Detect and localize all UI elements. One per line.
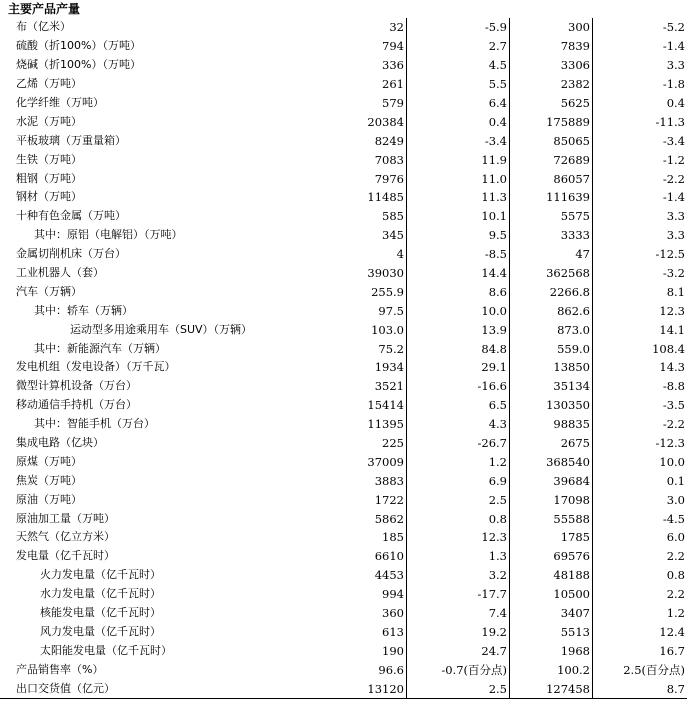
cumulative-output-cell: 1785 (510, 528, 593, 547)
cumulative-output-cell: 130350 (510, 396, 593, 415)
current-month-output-cell: 190 (316, 641, 407, 660)
table-row (0, 18, 687, 37)
table-row (0, 604, 687, 623)
cumulative-output-cell: 35134 (510, 377, 593, 396)
current-month-growth-cell: 11.0 (407, 169, 510, 188)
cumulative-growth-cell: 108.4 (652, 341, 685, 356)
current-month-output-cell: 96.6 (316, 660, 407, 679)
cumulative-output-cell: 69576 (510, 547, 593, 566)
current-month-growth-cell: 0.4 (407, 112, 510, 131)
current-month-growth-cell: 11.9 (407, 150, 510, 169)
table-row (0, 94, 687, 113)
product-name-cell: 水力发电量（亿千瓦时） (40, 587, 161, 601)
table-row (0, 112, 687, 131)
current-month-growth-cell: 3.2 (407, 566, 510, 585)
cumulative-output-cell: 862.6 (510, 301, 593, 320)
cumulative-growth-cell: 6.0 (666, 530, 685, 545)
product-name-cell: 产品销售率（%） (16, 662, 104, 676)
product-name-cell: 出口交货值（亿元） (0, 679, 316, 698)
current-month-growth-cell: -26.7 (407, 434, 510, 453)
table-row (0, 641, 687, 660)
cumulative-growth-cell: -5.2 (662, 20, 685, 35)
current-month-output-cell: 103.0 (316, 320, 407, 339)
current-month-output-cell: 6610 (316, 547, 407, 566)
current-month-output-cell: 4453 (316, 566, 407, 585)
product-name-cell: 集成电路（亿块） (16, 436, 104, 450)
cumulative-output-cell: 3333 (510, 226, 593, 245)
product-name-cell: 生铁（万吨） (16, 152, 82, 166)
table-row (0, 188, 687, 207)
product-name-cell: 其中：轿车（万辆） (34, 303, 133, 317)
product-name-cell: 烧碱（折100%）（万吨） (16, 58, 141, 72)
current-month-output-cell: 39030 (316, 264, 407, 283)
product-name-cell: 十种有色金属（万吨） (16, 209, 126, 223)
current-month-growth-cell: 12.3 (407, 528, 510, 547)
table-row (0, 623, 687, 642)
product-name-cell: 天然气（亿立方米） (16, 530, 115, 544)
table-row (0, 415, 687, 434)
current-month-growth-cell: 9.5 (407, 226, 510, 245)
current-month-growth-cell: 29.1 (407, 358, 510, 377)
current-month-growth-cell: 6.5 (407, 396, 510, 415)
cumulative-output-cell: 55588 (510, 509, 593, 528)
cumulative-output-cell: 175889 (510, 112, 593, 131)
current-month-growth-cell: -0.7(百分点) (407, 660, 510, 679)
product-name-cell: 工业机器人（套） (16, 266, 104, 280)
product-name-cell: 其中：原铝（电解铝）（万吨） (34, 228, 183, 242)
cumulative-output-cell: 3306 (510, 56, 593, 75)
cumulative-growth-cell: 2.2 (666, 587, 685, 602)
cumulative-output-cell: 5513 (510, 623, 593, 642)
cumulative-growth-cell: -1.8 (662, 77, 685, 92)
current-month-growth-cell: 13.9 (407, 320, 510, 339)
product-name-cell: 钢材（万吨） (16, 190, 82, 204)
current-month-output-cell: 11485 (316, 188, 407, 207)
cumulative-output-cell: 1968 (510, 641, 593, 660)
cumulative-growth-cell: 12.3 (659, 303, 685, 318)
current-month-output-cell: 75.2 (316, 339, 407, 358)
current-month-growth-cell: -8.5 (407, 245, 510, 264)
current-month-growth-cell: 8.6 (407, 282, 510, 301)
cumulative-growth-cell: 2.2 (666, 549, 685, 564)
current-month-output-cell: 585 (316, 207, 407, 226)
current-month-growth-cell: 1.3 (407, 547, 510, 566)
cumulative-growth-cell: 0.4 (666, 96, 685, 110)
cumulative-growth-cell: 8.1 (666, 284, 685, 299)
table-row (0, 282, 687, 301)
cumulative-output-cell: 362568 (510, 264, 593, 283)
table-row (0, 245, 687, 264)
current-month-output-cell: 225 (316, 434, 407, 453)
table-row (0, 339, 687, 358)
current-month-output-cell: 32 (316, 18, 407, 37)
product-name-cell: 布（亿米） (16, 20, 71, 34)
current-month-output-cell: 185 (316, 528, 407, 547)
current-month-output-cell: 13120 (316, 679, 407, 698)
product-name-cell: 太阳能发电量（亿千瓦时） (40, 643, 172, 657)
current-month-output-cell: 8249 (316, 131, 407, 150)
current-month-output-cell: 37009 (316, 452, 407, 471)
cumulative-growth-cell: 2.5(百分点) (623, 662, 685, 677)
cumulative-output-cell: 72689 (510, 150, 593, 169)
product-name-cell: 平板玻璃（万重量箱） (16, 133, 126, 147)
current-month-output-cell: 11395 (316, 415, 407, 434)
current-month-output-cell: 7976 (316, 169, 407, 188)
cumulative-output-cell: 5625 (510, 94, 593, 113)
cumulative-output-cell: 127458 (510, 679, 593, 698)
cumulative-output-cell: 98835 (510, 415, 593, 434)
cumulative-growth-cell: -3.5 (662, 398, 685, 413)
cumulative-growth-cell: 1.2 (666, 606, 685, 621)
product-name-cell: 运动型多用途乘用车（SUV）（万辆） (70, 322, 253, 336)
cumulative-growth-cell: -1.4 (662, 190, 685, 205)
production-table (0, 18, 687, 699)
current-month-growth-cell: 10.1 (407, 207, 510, 226)
current-month-output-cell: 613 (316, 623, 407, 642)
current-month-growth-cell: 11.3 (407, 188, 510, 207)
product-name-cell: 风力发电量（亿千瓦时） (40, 624, 161, 638)
table-row (0, 679, 687, 698)
current-month-growth-cell: -5.9 (407, 18, 510, 37)
table-row (0, 528, 687, 547)
table-row (0, 396, 687, 415)
cumulative-growth-cell: 3.3 (666, 209, 685, 224)
cumulative-output-cell: 47 (510, 245, 593, 264)
cumulative-output-cell: 39684 (510, 471, 593, 490)
table-row (0, 452, 687, 471)
table-row (0, 377, 687, 396)
product-name-cell: 化学纤维（万吨） (16, 96, 104, 109)
table-row (0, 320, 687, 339)
current-month-growth-cell: 6.4 (407, 94, 510, 113)
product-name-cell: 火力发电量（亿千瓦时） (40, 568, 161, 582)
cumulative-growth-cell: -11.3 (655, 114, 685, 129)
cumulative-output-cell: 48188 (510, 566, 593, 585)
product-name-cell: 汽车（万辆） (16, 284, 82, 298)
cumulative-output-cell: 2382 (510, 75, 593, 94)
cumulative-growth-cell: -2.2 (662, 171, 685, 186)
table-row (0, 547, 687, 566)
current-month-output-cell: 345 (316, 226, 407, 245)
cumulative-growth-cell: -8.8 (662, 379, 685, 394)
current-month-growth-cell: 84.8 (407, 339, 510, 358)
table-row (0, 207, 687, 226)
product-name-cell: 焦炭（万吨） (16, 473, 82, 487)
product-name-cell: 金属切削机床（万台） (16, 247, 126, 261)
current-month-growth-cell: 1.2 (407, 452, 510, 471)
cumulative-growth-cell: -2.2 (662, 417, 685, 432)
table-row (0, 37, 687, 56)
cumulative-output-cell: 300 (510, 18, 593, 37)
cumulative-output-cell: 873.0 (510, 320, 593, 339)
cumulative-growth-cell: -1.4 (662, 39, 685, 54)
current-month-output-cell: 994 (316, 585, 407, 604)
cumulative-growth-cell: 0.8 (666, 568, 685, 583)
product-name-cell: 乙烯（万吨） (16, 77, 82, 91)
cumulative-output-cell: 13850 (510, 358, 593, 377)
table-row (0, 471, 687, 490)
current-month-output-cell: 360 (316, 604, 407, 623)
cumulative-output-cell: 100.2 (510, 660, 593, 679)
cumulative-growth-cell: 8.7 (593, 679, 687, 698)
table-row (0, 358, 687, 377)
current-month-growth-cell: 0.8 (407, 509, 510, 528)
cumulative-output-cell: 2266.8 (510, 282, 593, 301)
current-month-output-cell: 261 (316, 75, 407, 94)
product-name-cell: 原油（万吨） (16, 492, 82, 506)
table-row (0, 490, 687, 509)
product-name-cell: 微型计算机设备（万台） (16, 379, 137, 393)
cumulative-output-cell: 7839 (510, 37, 593, 56)
cumulative-growth-cell: 16.7 (659, 643, 685, 658)
table-row (0, 56, 687, 75)
cumulative-output-cell: 85065 (510, 131, 593, 150)
current-month-output-cell: 7083 (316, 150, 407, 169)
current-month-growth-cell: -17.7 (407, 585, 510, 604)
cumulative-growth-cell: -12.3 (655, 436, 685, 451)
cumulative-output-cell: 111639 (510, 188, 593, 207)
cumulative-growth-cell: -1.2 (662, 152, 685, 167)
product-name-cell: 移动通信手持机（万台） (16, 398, 137, 412)
cumulative-output-cell: 2675 (510, 434, 593, 453)
table-row (0, 660, 687, 679)
current-month-output-cell: 1934 (316, 358, 407, 377)
table-row (0, 169, 687, 188)
product-name-cell: 发电机组（发电设备）（万千瓦） (16, 360, 176, 374)
current-month-output-cell: 3883 (316, 471, 407, 490)
current-month-growth-cell: 7.4 (407, 604, 510, 623)
product-name-cell: 硫酸（折100%）（万吨） (16, 39, 141, 53)
current-month-growth-cell: 4.5 (407, 56, 510, 75)
cumulative-growth-cell: 3.3 (666, 228, 685, 243)
cumulative-output-cell: 86057 (510, 169, 593, 188)
cumulative-output-cell: 10500 (510, 585, 593, 604)
table-row (0, 585, 687, 604)
product-name-cell: 核能发电量（亿千瓦时） (40, 606, 161, 620)
cumulative-output-cell: 3407 (510, 604, 593, 623)
product-name-cell: 水泥（万吨） (16, 114, 82, 128)
current-month-growth-cell: 10.0 (407, 301, 510, 320)
cumulative-output-cell: 368540 (510, 452, 593, 471)
cumulative-output-cell: 559.0 (510, 339, 593, 358)
cumulative-growth-cell: 3.0 (666, 492, 685, 507)
current-month-output-cell: 336 (316, 56, 407, 75)
product-name-cell: 原煤（万吨） (16, 454, 82, 468)
current-month-growth-cell: 19.2 (407, 623, 510, 642)
current-month-growth-cell: 5.5 (407, 75, 510, 94)
cumulative-growth-cell: -3.4 (662, 133, 685, 148)
product-name-cell: 原油加工量（万吨） (16, 511, 115, 525)
current-month-output-cell: 5862 (316, 509, 407, 528)
current-month-output-cell: 794 (316, 37, 407, 56)
current-month-growth-cell: 24.7 (407, 641, 510, 660)
cumulative-growth-cell: 12.4 (659, 624, 685, 639)
current-month-growth-cell: -16.6 (407, 377, 510, 396)
product-name-cell: 其中：新能源汽车（万辆） (34, 341, 166, 355)
current-month-output-cell: 15414 (316, 396, 407, 415)
table-row (0, 150, 687, 169)
current-month-growth-cell: 2.5 (407, 679, 510, 698)
current-month-growth-cell: 6.9 (407, 471, 510, 490)
cumulative-growth-cell: 0.1 (666, 473, 685, 488)
table-title: 主要产品产量 (8, 2, 81, 16)
current-month-growth-cell: 2.7 (407, 37, 510, 56)
cumulative-growth-cell: -4.5 (662, 511, 685, 526)
current-month-output-cell: 97.5 (316, 301, 407, 320)
current-month-growth-cell: 4.3 (407, 415, 510, 434)
current-month-growth-cell: 14.4 (407, 264, 510, 283)
cumulative-growth-cell: 14.1 (659, 322, 685, 337)
cumulative-output-cell: 5575 (510, 207, 593, 226)
cumulative-growth-cell: -3.2 (662, 266, 685, 281)
table-row (0, 131, 687, 150)
current-month-output-cell: 579 (316, 94, 407, 113)
current-month-output-cell: 3521 (316, 377, 407, 396)
product-name-cell: 发电量（亿千瓦时） (16, 549, 115, 563)
cumulative-growth-cell: 3.3 (666, 58, 685, 73)
table-row (0, 509, 687, 528)
current-month-growth-cell: -3.4 (407, 131, 510, 150)
table-row (0, 226, 687, 245)
table-row (0, 301, 687, 320)
current-month-output-cell: 20384 (316, 112, 407, 131)
cumulative-growth-cell: -12.5 (655, 247, 685, 262)
table-row (0, 264, 687, 283)
cumulative-output-cell: 17098 (510, 490, 593, 509)
current-month-output-cell: 255.9 (316, 282, 407, 301)
table-row (0, 434, 687, 453)
current-month-output-cell: 1722 (316, 490, 407, 509)
cumulative-growth-cell: 14.3 (659, 360, 685, 375)
product-name-cell: 粗钢（万吨） (16, 171, 82, 185)
table-row (0, 75, 687, 94)
table-row (0, 566, 687, 585)
table-body (0, 18, 687, 699)
product-name-cell: 其中：智能手机（万台） (34, 417, 155, 431)
current-month-output-cell: 4 (316, 245, 407, 264)
cumulative-growth-cell: 10.0 (659, 454, 685, 469)
current-month-growth-cell: 2.5 (407, 490, 510, 509)
